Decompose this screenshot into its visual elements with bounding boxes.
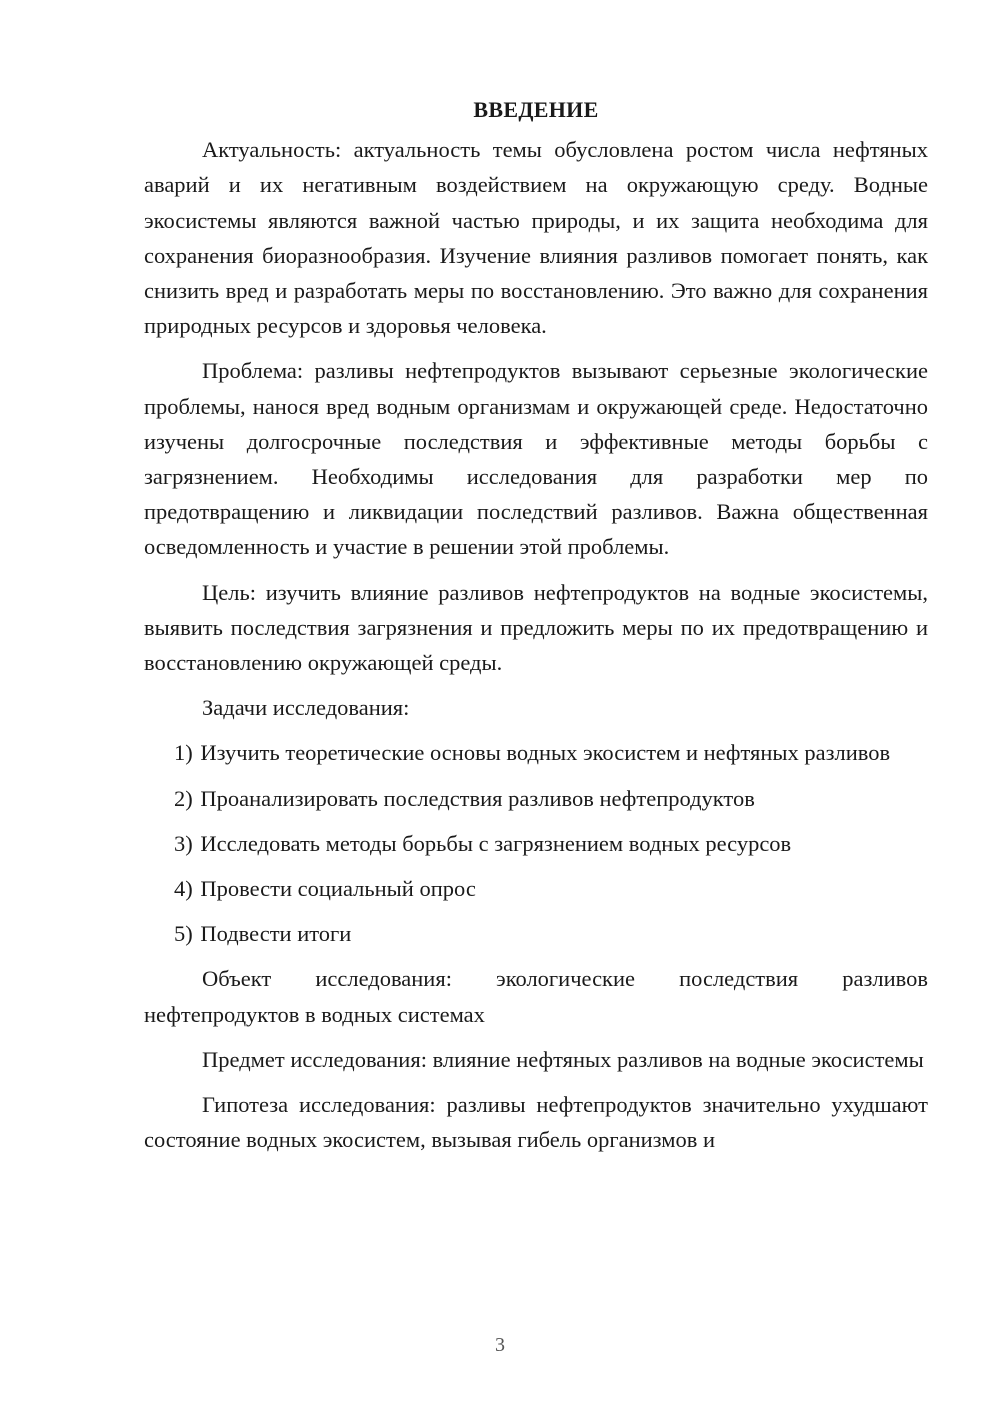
list-item-number: 1) [174, 740, 193, 766]
list-item-text: Исследовать методы борьбы с загрязнением водных ресурсов [200, 830, 792, 856]
paragraph-goal: Цель: изучить влияние разливов нефтепродуктов на водные экосистемы, выявить последствия загрязнения и предложить меры по их предотвращению и восстановлению окружающей среды. [144, 579, 928, 676]
list-item-text: Провести социальный опрос [200, 876, 476, 902]
section-title: ВВЕДЕНИЕ [473, 97, 599, 122]
list-item-number: 4) [174, 876, 193, 902]
list-item [144, 916, 928, 951]
list-item-number: 5) [174, 921, 193, 947]
paragraph-object: Объект исследования: экологические последствия разливов нефтепродуктов в водных системах [144, 966, 928, 1027]
list-item-number: 2) [174, 785, 193, 811]
paragraph-hypothesis: Гипотеза исследования: разливы нефтепродуктов значительно ухудшают состояние водных экосистем, вызывая гибель организмов и [144, 1092, 928, 1153]
list-item-text: Изучить теоретические основы водных экосистем и нефтяных разливов [200, 740, 891, 766]
page-number: 3 [495, 1334, 505, 1356]
paragraph-subject: Предмет исследования: влияние нефтяных разливов на водные экосистемы [202, 1046, 924, 1072]
tasks-list [144, 735, 928, 951]
list-item [144, 781, 928, 816]
list-item [144, 826, 928, 861]
paragraph-relevance: Актуальность: актуальность темы обусловлена ростом числа нефтяных аварий и их негативным воздействием на окружающую среду. Водные экосистемы являются важной частью природы, и их защита необходима для сохранения биоразнообразия. Изучение влияния разливов помогает понять, как снизить вред и разработать меры по восстановлению. Это важно для сохранения природных ресурсов и здоровья человека. [144, 137, 928, 339]
list-item [144, 735, 928, 770]
list-item-text: Подвести итоги [200, 921, 352, 947]
list-item [144, 871, 928, 906]
list-item-number: 3) [174, 830, 193, 856]
list-item-text: Проанализировать последствия разливов нефтепродуктов [200, 785, 755, 811]
document-body [144, 92, 928, 1167]
paragraph-tasks-heading: Задачи исследования: [202, 695, 410, 721]
paragraph-problem: Проблема: разливы нефтепродуктов вызывают серьезные экологические проблемы, нанося вред водным организмам и окружающей среде. Недостаточно изучены долгосрочные последствия и эффективные методы борьбы с загрязнением. Необходимы исследования для разработки мер по предотвращению и ликвидации последствий разливов. Важна общественная осведомленность и участие в решении этой проблемы. [144, 358, 928, 560]
